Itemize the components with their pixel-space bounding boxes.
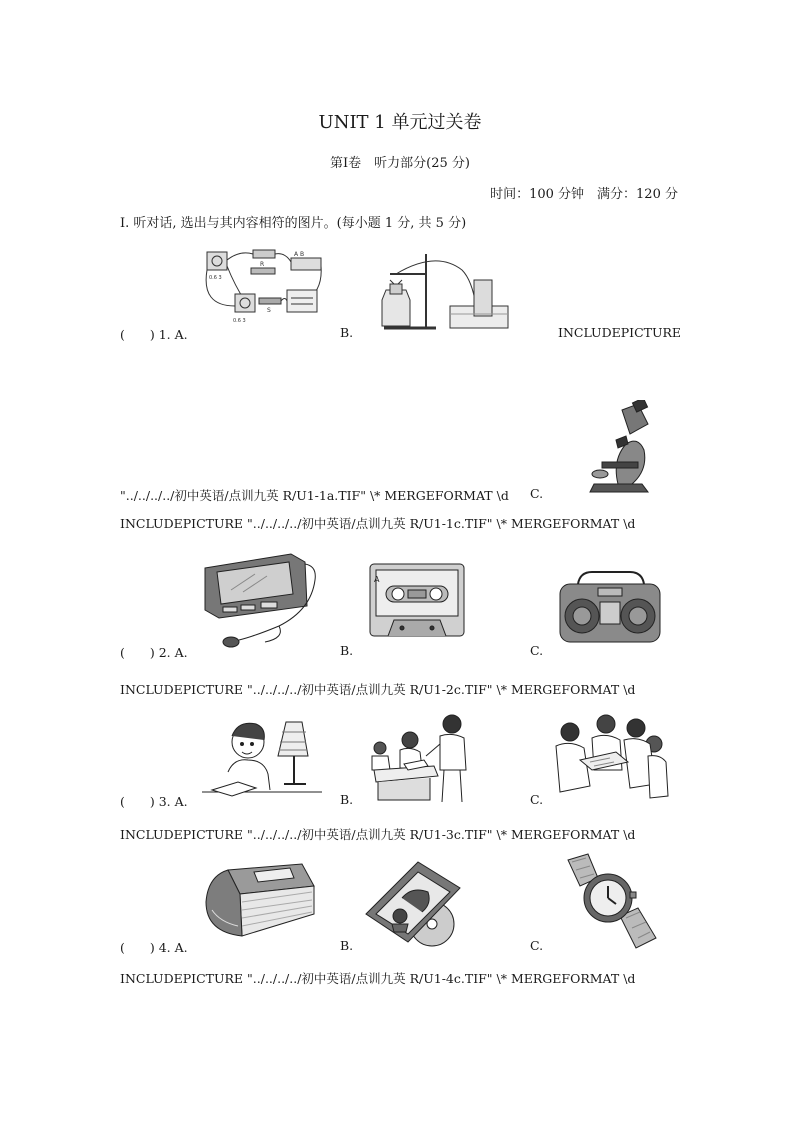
q3-label-c: C. [530, 792, 544, 807]
dictionary-illustration [198, 862, 318, 952]
q3-label-b: B. [340, 792, 354, 807]
svg-text:0.6 3: 0.6 3 [233, 318, 246, 324]
cassette-tape-illustration [368, 560, 468, 642]
svg-text:S: S [267, 307, 271, 314]
circuit-diagram-illustration [195, 246, 325, 330]
microscope-illustration [582, 400, 662, 494]
q1-prefix: ( ) 1. A. [120, 327, 188, 342]
q3-include-line: INCLUDEPICTURE "../../../../初中英语/点训九英 R/U1-3c.TIF" \* MERGEFORMAT \d [120, 827, 636, 842]
q1-include-line: INCLUDEPICTURE "../../../../初中英语/点训九英 R/U1-1c.TIF" \* MERGEFORMAT \d [120, 516, 636, 531]
svg-text:R: R [260, 261, 265, 268]
q2-label-b: B. [340, 643, 354, 658]
q3-prefix: ( ) 3. A. [120, 794, 188, 809]
chemistry-apparatus-illustration [376, 250, 514, 334]
wristwatch-illustration [558, 852, 658, 952]
group-study-illustration [550, 710, 670, 802]
page-title: UNIT 1 单元过关卷 [318, 112, 482, 133]
section-heading: Ⅰ. 听对话, 选出与其内容相符的图片。(每小题 1 分, 共 5 分) [120, 216, 467, 231]
q1-label-c: C. [530, 486, 544, 501]
q1-include-word: INCLUDEPICTURE [558, 325, 682, 340]
q2-prefix: ( ) 2. A. [120, 645, 188, 660]
q1-path-line: "../../../../初中英语/点训九英 R/U1-1a.TIF" \* MERGEFORMAT \d [120, 488, 509, 503]
q4-label-b: B. [340, 938, 354, 953]
svg-text:A B: A B [294, 251, 305, 258]
q4-label-c: C. [530, 938, 544, 953]
boombox-illustration [558, 570, 662, 646]
q2-label-c: C. [530, 643, 544, 658]
exam-meta: 时间：100 分钟 满分：120 分 [490, 187, 678, 202]
section-subtitle: 第Ⅰ卷 听力部分(25 分) [330, 156, 470, 171]
mp3-player-illustration [195, 550, 323, 650]
q2-include-line: INCLUDEPICTURE "../../../../初中英语/点训九英 R/U1-2c.TIF" \* MERGEFORMAT \d [120, 682, 636, 697]
svg-text:A: A [374, 575, 380, 584]
q4-include-line: INCLUDEPICTURE "../../../../初中英语/点训九英 R/U1-4c.TIF" \* MERGEFORMAT \d [120, 971, 636, 986]
teacher-students-illustration [368, 710, 476, 806]
q1-label-b: B. [340, 325, 354, 340]
q4-prefix: ( ) 4. A. [120, 940, 188, 955]
boy-reading-illustration [198, 712, 326, 804]
cd-book-illustration [362, 858, 470, 950]
svg-text:0.6 3: 0.6 3 [209, 275, 222, 281]
